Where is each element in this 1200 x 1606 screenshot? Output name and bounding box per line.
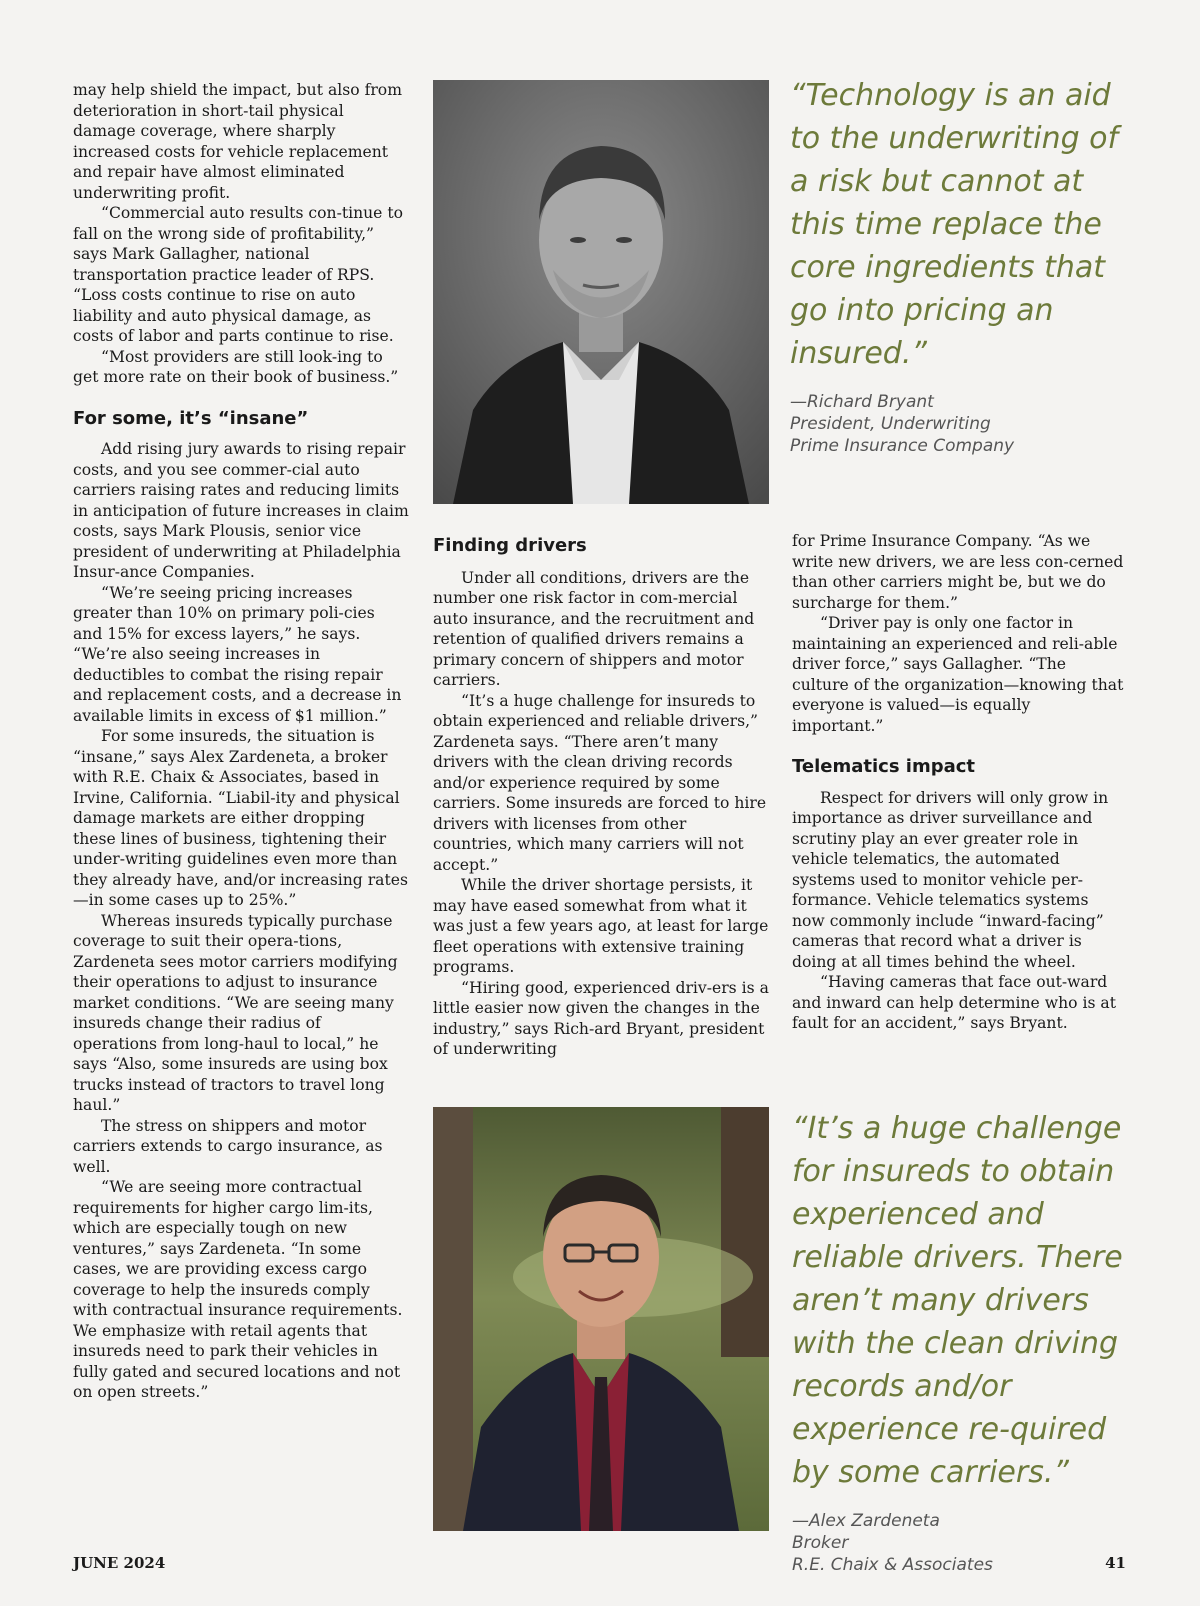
pull-quote-zardeneta — [792, 1107, 1127, 1576]
body-paragraph: for Prime Insurance Company. “As we write new drivers, we are less con-cerned than other carriers might be, but we do surcharge for them.” — [792, 532, 1124, 612]
pull-quote-text: “Technology is an aid to the underwriting of a risk but cannot at this time replace the core ingredients that go into pricing an insured.” — [790, 78, 1119, 371]
body-paragraph: may help shield the impact, but also from deterioration in short-tail physical damage coverage, where sharply increased costs for vehicle replacement and repair have almost eliminated underwriting profit. — [73, 81, 402, 202]
section-heading-finding-drivers: Finding drivers — [433, 535, 587, 556]
body-paragraph: The stress on shippers and motor carriers extends to cargo insurance, as well. — [73, 1116, 383, 1176]
body-paragraph: “Having cameras that face out-ward and inward can help determine who is at fault for an accident,” says Bryant. — [792, 973, 1116, 1032]
body-paragraph: “We are seeing more contractual requirements for higher cargo lim-its, which are especially tough on new ventures,” says Zardeneta. “In some cases, we are providing excess cargo coverage to help the insureds comply with contractual insurance requirements. We emphasize with retail agents that insureds need to park their vehicles in fully gated and secured locations and not on open streets.” — [73, 1178, 403, 1401]
body-paragraph: “Driver pay is only one factor in maintaining an experienced and reli-able driver force,” says Gallagher. “The culture of the organization—knowing that everyone is valued—is equally important.” — [792, 614, 1124, 735]
body-paragraph: “It’s a huge challenge for insureds to obtain experienced and reliable drivers,” Zardeneta says. “There aren’t many drivers with the clean driving records and/or experience required by some carriers. Some insureds are forced to hire drivers with licenses from other countries, which many carriers will not accept.” — [433, 691, 767, 874]
section-heading-insane: For some, it’s “insane” — [73, 407, 309, 429]
issue-date: JUNE 2024 — [73, 1554, 166, 1572]
body-paragraph: Respect for drivers will only grow in importance as driver surveillance and scrutiny play an ever greater role in vehicle telematics, the automated systems used to monitor vehicle per-formance. Vehicle telematics systems now commonly include “inward-facing” cameras that record what a driver is doing at all times behind the wheel. — [792, 788, 1109, 971]
body-paragraph: Add rising jury awards to rising repair costs, and you see commer-cial auto carriers raising rates and reducing limits in anticipation of future increases in claim costs, says Mark Plousis, senior vice president of underwriting at Philadelphia Insur-ance Companies. — [73, 440, 409, 581]
alex-zardeneta-photo — [433, 1107, 769, 1531]
richard-bryant-photo — [433, 80, 769, 504]
body-paragraph: While the driver shortage persists, it may have eased somewhat from what it was just a few years ago, at least for large fleet operations with extensive training programs. — [433, 876, 769, 976]
body-paragraph: Whereas insureds typically purchase coverage to suit their opera-tions, Zardeneta sees motor carriers modifying their operations to adjust to insurance market conditions. “We are seeing many insureds change their radius of operations from long-haul to local,” he says “Also, some insureds are using box trucks instead of tractors to travel long haul.” — [73, 911, 398, 1114]
quote-attribution-title: Broker — [792, 1533, 849, 1553]
quote-attribution-name: —Alex Zardeneta — [792, 1511, 940, 1531]
body-paragraph: Under all conditions, drivers are the number one risk factor in com-mercial auto insurance, and the recruitment and retention of qualified drivers remains a primary concern of shippers and motor carriers. — [433, 568, 755, 689]
quote-attribution-company: R.E. Chaix & Associates — [792, 1555, 993, 1575]
quote-attribution-company: Prime Insurance Company — [790, 436, 1015, 456]
section-heading-telematics: Telematics impact — [792, 756, 976, 777]
right-column — [792, 531, 1125, 1034]
body-paragraph: “Most providers are still look-ing to get more rate on their book of business.” — [73, 347, 399, 386]
pull-quote-text: “It’s a huge challenge for insureds to obtain experienced and reliable drivers. There aren’t many drivers with the clean driving records and/or experience re-quired by some carriers.” — [792, 1111, 1123, 1490]
body-paragraph: “Hiring good, experienced driv-ers is a little easier now given the changes in the industry,” says Rich-ard Bryant, president of underwriting — [433, 978, 769, 1058]
body-paragraph: “We’re seeing pricing increases greater than 10% on primary poli-cies and 15% for excess layers,” he says. “We’re also seeing increases in deductibles to combat the rising repair and replacement costs, and a decrease in available limits in excess of $1 million.” — [73, 583, 402, 725]
left-column — [73, 80, 409, 1403]
quote-attribution-title: President, Underwriting — [790, 414, 991, 434]
body-paragraph: “Commercial auto results con-tinue to fall on the wrong side of profitability,” says Mark Gallagher, national transportation practice leader of RPS. “Loss costs continue to rise on auto liability and auto physical damage, as costs of labor and parts continue to rise. — [73, 204, 404, 345]
pull-quote-bryant — [790, 74, 1125, 457]
body-paragraph: For some insureds, the situation is “insane,” says Alex Zardeneta, a broker with R.E. Chaix & Associates, based in Irvine, California. “Liabil-ity and physical damage markets are either dropping these lines of business, tightening their under-writing guidelines even more than they already have, and/or increasing rates—in some cases up to 25%.” — [73, 727, 408, 909]
page-number: 41 — [1105, 1554, 1126, 1572]
middle-column — [433, 536, 769, 1060]
quote-attribution-name: —Richard Bryant — [790, 392, 934, 412]
